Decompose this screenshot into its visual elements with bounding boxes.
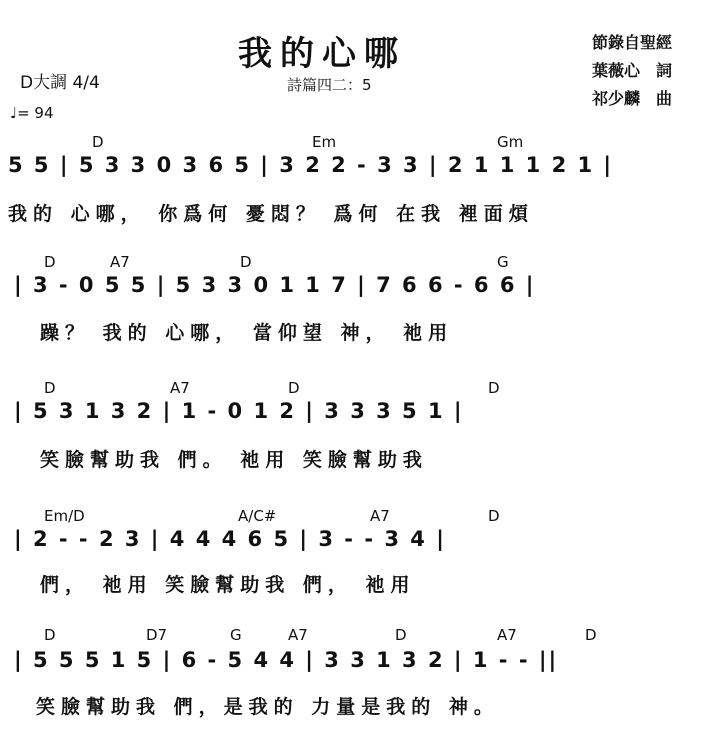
tempo-marking: ♩= 94	[10, 104, 54, 122]
numbered-notation: | 3 - 0 5 5 | 5 3 3 0 1 1 7 | 7 6 6 - 6 6 |	[14, 273, 536, 297]
credit-composer: 祁少麟 曲	[592, 89, 673, 108]
chord: D	[488, 507, 500, 525]
credit-lyricist: 葉薇心 詞	[592, 61, 673, 80]
chord: D	[585, 626, 597, 644]
chord: Em	[312, 133, 337, 151]
chord: D	[44, 253, 56, 271]
chord: A7	[288, 626, 308, 644]
chord: D	[44, 379, 56, 397]
credit-source: 節錄自聖經	[592, 33, 673, 52]
chord: G	[230, 626, 242, 644]
chord: Gm	[497, 133, 524, 151]
chord: A7	[370, 507, 390, 525]
chord: D	[488, 379, 500, 397]
song-title: 我的心哪	[238, 34, 406, 74]
chord: Em/D	[44, 507, 85, 525]
lyric-line: 們， 祂用 笑臉幫助我 們， 祂用	[40, 574, 416, 596]
numbered-notation: | 5 3 1 3 2 | 1 - 0 1 2 | 3 3 3 5 1 |	[14, 399, 464, 423]
chord: D	[288, 379, 300, 397]
chord: D	[44, 626, 56, 644]
chord: D	[92, 133, 104, 151]
key-signature: D大調 4/4	[20, 73, 100, 93]
lyric-line: 笑臉幫助我 們，是我的 力量是我的 神。	[36, 696, 499, 718]
chord: D	[395, 626, 407, 644]
chord: D	[240, 253, 252, 271]
lyric-line: 躁？ 我的 心哪， 當仰望 神， 祂用	[40, 322, 454, 344]
chord: A7	[110, 253, 130, 271]
numbered-notation: | 5 5 5 1 5 | 6 - 5 4 4 | 3 3 1 3 2 | 1 - - ||	[14, 648, 559, 672]
chord: D7	[146, 626, 168, 644]
numbered-notation: 5 5 | 5 3 3 0 3 6 5 | 3 2 2 - 3 3 | 2 1 1 1 2 1 |	[8, 153, 614, 177]
chord: G	[497, 253, 509, 271]
chord: A7	[497, 626, 517, 644]
chord: A7	[170, 379, 190, 397]
chord: A/C#	[238, 507, 277, 525]
numbered-notation: | 2 - - 2 3 | 4 4 4 6 5 | 3 - - 3 4 |	[14, 527, 446, 551]
lyric-line: 笑臉幫助我 們。 祂用 笑臉幫助我	[40, 449, 428, 471]
scripture-reference: 詩篇四二：5	[287, 76, 372, 94]
lyric-line: 我的 心哪， 你爲何 憂悶？ 爲何 在我 裡面煩	[8, 203, 534, 225]
